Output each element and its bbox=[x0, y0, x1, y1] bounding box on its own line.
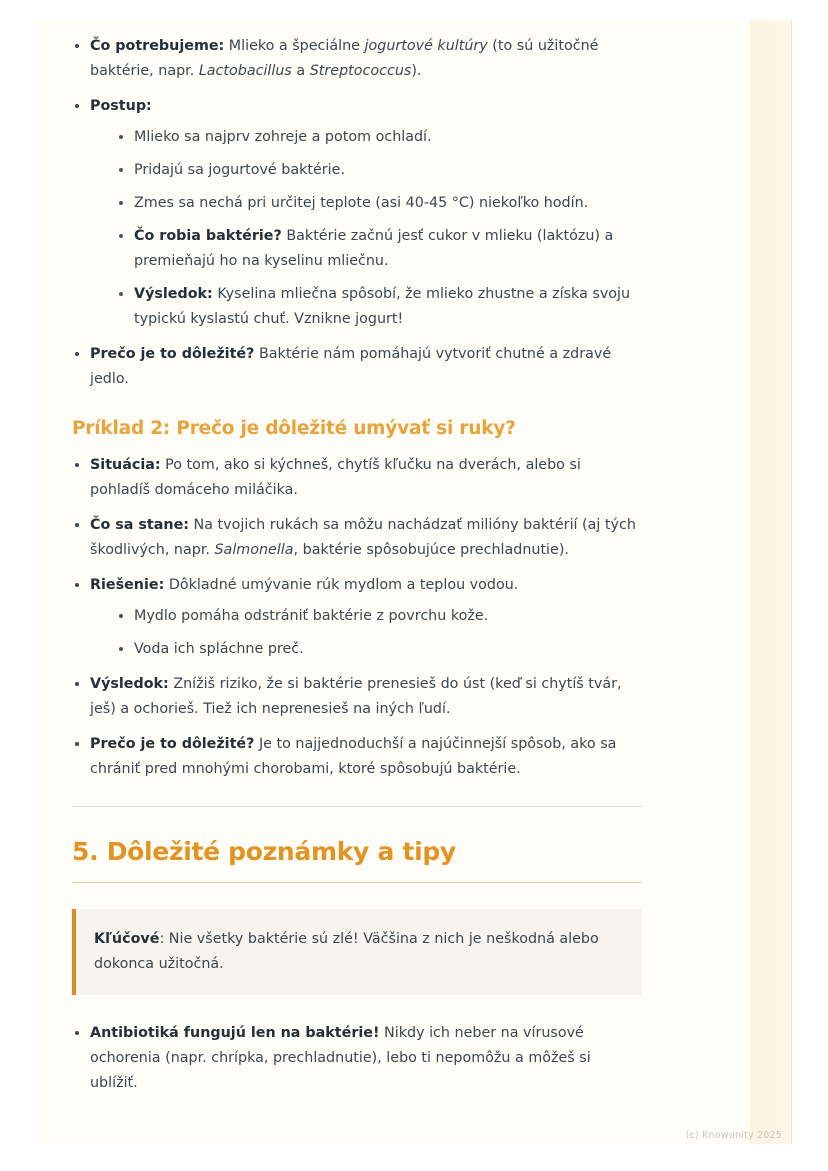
solution-text: Dôkladné umývanie rúk mydlom a teplou vodou. bbox=[164, 577, 519, 593]
what-we-need-italic-3: Streptococcus bbox=[309, 63, 412, 79]
list-item-procedure-step: Mlieko sa najprv zohreje a potom ochladí. bbox=[116, 125, 642, 150]
why-important-1-label: Prečo je to dôležité? bbox=[90, 346, 255, 362]
callout-label: Kľúčové bbox=[94, 931, 160, 947]
solution-sublist bbox=[90, 604, 642, 662]
why-important-2-label: Prečo je to dôležité? bbox=[90, 736, 255, 752]
what-we-need-text-1: Mlieko a špeciálne bbox=[224, 38, 365, 54]
section5-underline bbox=[72, 882, 642, 883]
tips-list bbox=[72, 1021, 642, 1096]
situation-text: Po tom, ako si kýchneš, chytíš kľučku na dverách, alebo si pohladíš domáceho miláčika. bbox=[90, 457, 581, 498]
section-divider bbox=[72, 806, 642, 807]
what-happens-text-2: , baktérie spôsobujúce prechladnutie). bbox=[293, 542, 569, 558]
document-content bbox=[72, 20, 642, 1144]
what-we-need-text-4: ). bbox=[411, 63, 422, 79]
result-2-label: Výsledok: bbox=[90, 676, 169, 692]
list-item-situation bbox=[72, 453, 642, 503]
list-item-procedure-step: Zmes sa nechá pri určitej teplote (asi 40-45 °C) niekoľko hodín. bbox=[116, 191, 642, 216]
procedure-sublist bbox=[90, 125, 642, 332]
list-item-what-happens bbox=[72, 513, 642, 563]
what-we-need-italic-2: Lactobacillus bbox=[198, 63, 292, 79]
why-important-1-text: Baktérie nám pomáhajú vytvoriť chutné a zdravé jedlo. bbox=[90, 346, 612, 387]
list-item-antibiotics bbox=[72, 1021, 642, 1096]
list-item-procedure-step: Pridajú sa jogurtové baktérie. bbox=[116, 158, 642, 183]
solution-label: Riešenie: bbox=[90, 577, 165, 593]
copyright-footer: (c) Knowunity 2025 bbox=[685, 1130, 782, 1141]
list-item-solution-step: Voda ich spláchne preč. bbox=[116, 637, 642, 662]
list-item-what-we-need bbox=[72, 34, 642, 84]
procedure-label: Postup: bbox=[90, 98, 152, 114]
callout-text: : Nie všetky baktérie sú zlé! Väčšina z nich je neškodná alebo dokonca užitočná. bbox=[94, 931, 599, 972]
antibiotics-text: Nikdy ich neber na vírusové ochorenia (napr. chrípka, prechladnutie), lebo ti nepomôžu a môžeš si ublížiť. bbox=[90, 1025, 591, 1091]
list-item-result-1 bbox=[116, 282, 642, 332]
why-important-2-text: Je to najjednoduchší a najúčinnejší spôsob, ako sa chrániť pred mnohými chorobami, ktoré spôsobujú baktérie. bbox=[90, 736, 617, 777]
list-item-procedure bbox=[72, 94, 642, 332]
what-happens-label: Čo sa stane: bbox=[90, 517, 190, 533]
result-1-label: Výsledok: bbox=[134, 286, 213, 302]
example2-heading: Príklad 2: Prečo je dôležité umývať si ruky? bbox=[72, 418, 516, 439]
what-we-need-label: Čo potrebujeme: bbox=[90, 38, 225, 54]
page-edge-strip bbox=[750, 20, 792, 1144]
what-we-need-text-3: a bbox=[291, 63, 310, 79]
main-list bbox=[72, 34, 642, 392]
section5-heading: 5. Dôležité poznámky a tipy bbox=[72, 837, 456, 866]
list-item-why-important-2 bbox=[72, 732, 642, 782]
page-edge-line bbox=[791, 20, 792, 1144]
list-item-solution-step: Mydlo pomáha odstrániť baktérie z povrchu kože. bbox=[116, 604, 642, 629]
result-2-text: Znížiš riziko, že si baktérie prenesieš do úst (keď si chytíš tvár, ješ) a ochorieš. Tiež ich neprenesieš na iných ľudí. bbox=[90, 676, 622, 717]
list-item-why-important-1 bbox=[72, 342, 642, 392]
what-we-need-text-2: (to sú užitočné baktérie, napr. bbox=[90, 38, 599, 79]
bacteria-do-label: Čo robia baktérie? bbox=[134, 228, 282, 244]
list-item-solution bbox=[72, 573, 642, 662]
bacteria-do-text: Baktérie začnú jesť cukor v mlieku (laktózu) a premieňajú ho na kyselinu mliečnu. bbox=[134, 228, 614, 269]
key-callout bbox=[72, 909, 642, 995]
what-happens-text-1: Na tvojich rukách sa môžu nachádzať milióny baktérií (aj tých škodlivých, napr. bbox=[90, 517, 636, 558]
what-we-need-italic-1: jogurtové kultúry bbox=[364, 38, 488, 54]
result-1-text: Kyselina mliečna spôsobí, že mlieko zhustne a získa svoju typickú kyslastú chuť. Vznikne jogurt! bbox=[134, 286, 631, 327]
example2-list bbox=[72, 453, 642, 782]
antibiotics-label: Antibiotiká fungujú len na baktérie! bbox=[90, 1025, 380, 1041]
list-item-bacteria-do bbox=[116, 224, 642, 274]
situation-label: Situácia: bbox=[90, 457, 161, 473]
list-item-result-2 bbox=[72, 672, 642, 722]
what-happens-italic-1: Salmonella bbox=[214, 542, 294, 558]
